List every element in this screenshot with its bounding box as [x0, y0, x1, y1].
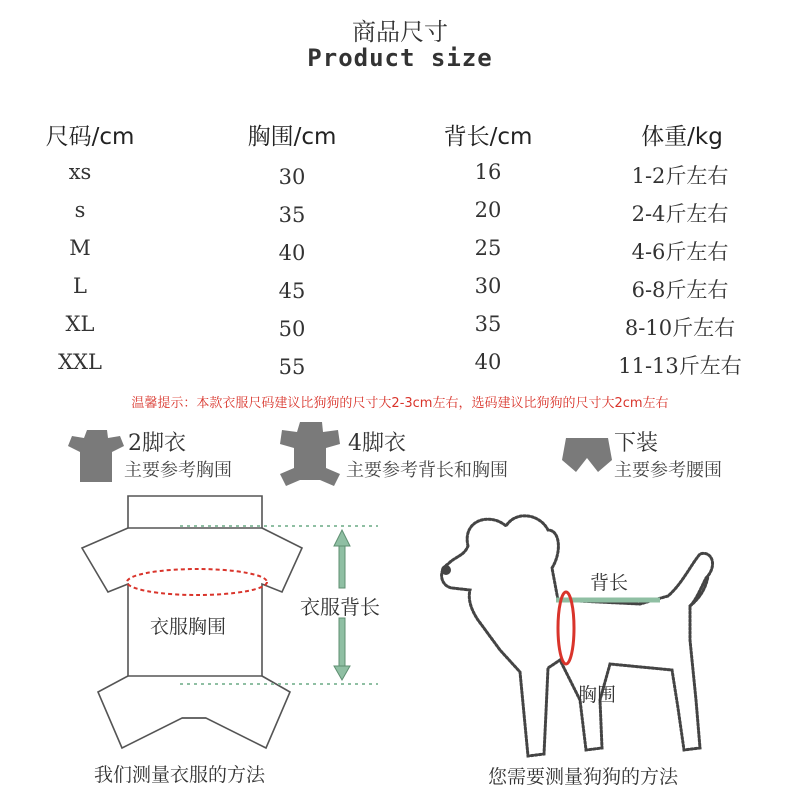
type-subtitle: 主要参考胸围	[124, 460, 232, 481]
type-title: 4脚衣	[348, 431, 406, 456]
header-size: 尺码/cm	[45, 124, 135, 150]
page-title-en: Product size	[307, 44, 493, 72]
cell-back: 30	[474, 274, 502, 298]
page-title-cn: 商品尺寸	[352, 18, 448, 46]
cell-size: XL	[65, 312, 95, 336]
cell-size: M	[69, 236, 91, 260]
cell-weight: 11-13斤左右	[618, 354, 742, 378]
cell-chest: 55	[278, 355, 306, 379]
two-leg-shirt-icon	[68, 430, 124, 482]
garment-chest-label: 衣服胸围	[150, 616, 227, 638]
pants-icon	[562, 438, 612, 472]
cell-weight: 6-8斤左右	[631, 278, 729, 302]
garment-chest-line	[127, 569, 267, 595]
cell-size: XXL	[58, 350, 102, 374]
cell-weight: 4-6斤左右	[631, 240, 729, 264]
cell-chest: 40	[278, 241, 306, 265]
cell-chest: 35	[278, 203, 306, 227]
cell-weight: 2-4斤左右	[631, 202, 729, 226]
type-subtitle: 主要参考腰围	[614, 460, 722, 481]
cell-size: s	[74, 198, 86, 222]
dog-back-label: 背长	[590, 572, 629, 594]
cell-back: 20	[474, 198, 502, 222]
type-title: 下装	[614, 431, 659, 456]
cell-size: xs	[68, 160, 92, 184]
garment-caption: 我们测量衣服的方法	[94, 764, 266, 786]
garment-back-label: 衣服背长	[300, 595, 380, 619]
cell-weight: 8-10斤左右	[624, 316, 736, 340]
header-weight: 体重/kg	[641, 124, 723, 150]
cell-chest: 50	[278, 317, 306, 341]
cell-back: 25	[474, 236, 502, 260]
dog-nose	[441, 565, 451, 575]
dog-chest-line	[558, 592, 574, 664]
cell-weight: 1-2斤左右	[631, 164, 729, 188]
four-leg-suit-icon	[280, 422, 340, 486]
type-subtitle: 主要参考背长和胸围	[346, 460, 508, 481]
header-chest: 胸围/cm	[247, 124, 337, 150]
cell-back: 16	[474, 160, 502, 184]
dog-caption: 您需要测量狗狗的方法	[488, 766, 679, 788]
cell-size: L	[73, 274, 87, 298]
cell-chest: 45	[278, 279, 306, 303]
cell-back: 35	[474, 312, 502, 336]
cell-back: 40	[474, 350, 502, 374]
sizing-tip: 温馨提示：本款衣服尺码建议比狗狗的尺寸大2-3cm左右，选码建议比狗狗的尺寸大2cm左右	[131, 396, 669, 411]
dog-chest-label: 胸围	[578, 684, 617, 706]
type-title: 2脚衣	[128, 431, 186, 456]
dog-diagram	[442, 516, 713, 756]
cell-chest: 30	[278, 165, 306, 189]
header-back: 背长/cm	[443, 124, 533, 150]
